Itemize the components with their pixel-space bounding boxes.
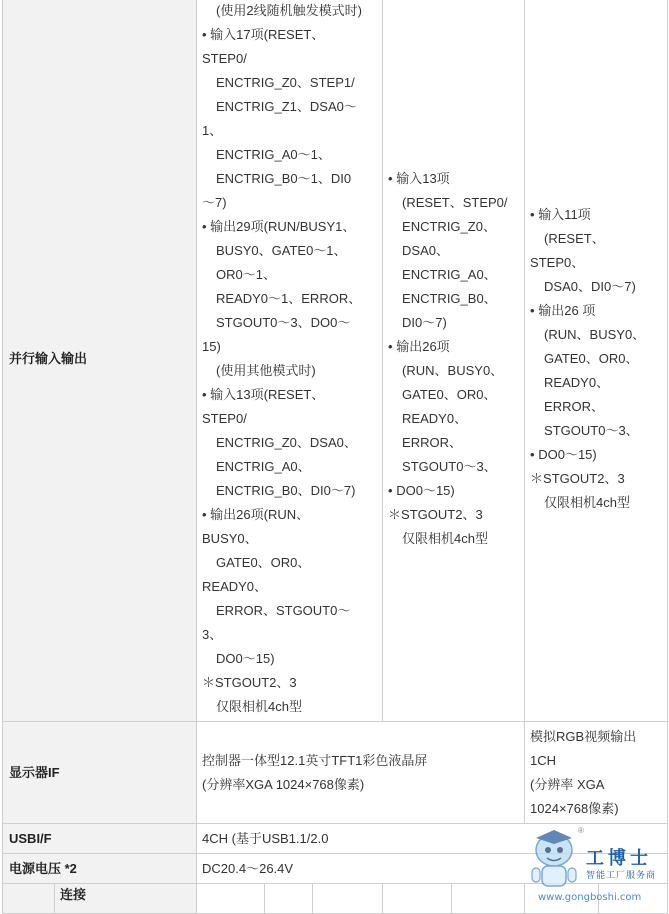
parallel-col1-line: BUSY0、 [202,531,258,546]
parallel-col1-line: ENCTRIG_A0、 [216,459,311,474]
cell-display-side [525,722,668,824]
parallel-col1-line: BUSY0、GATE0～1、 [216,243,347,258]
cell-parallel-col2 [383,0,525,722]
parallel-col3-line: STEP0、 [530,255,585,270]
parallel-col1-line: • 输入17项(RESET、 [202,27,325,42]
parallel-col2-line: GATE0、OR0、 [402,387,497,402]
display-side-line-4: 1024×768像素) [530,800,619,816]
connect-cell-5 [452,884,525,914]
parallel-col2-line: ENCTRIG_Z0、 [402,219,496,234]
label-usb-if: USBI/F [3,824,197,854]
parallel-col2-line: ENCTRIG_B0、 [402,291,497,306]
parallel-col2-line: STGOUT0～3、 [402,459,497,474]
display-side-line-3: (分辨率 XGA [530,776,605,792]
parallel-col3-line: DSA0、DI0～7) [544,279,636,294]
watermark-registered-mark: ® [578,826,584,835]
connect-cell-3 [313,884,383,914]
parallel-col3-line: • 输入11项 [530,207,591,222]
parallel-col1-line: OR0～1、 [216,267,276,282]
connect-cell-2 [265,884,313,914]
parallel-col3-line: READY0、 [544,375,610,390]
parallel-col2-line: • 输出26项 [388,339,450,354]
parallel-col1-line: 3、 [202,627,223,642]
parallel-col1-line: ENCTRIG_B0、DI0～7) [216,483,356,498]
parallel-col1-line: STEP0/ [202,51,247,66]
parallel-col1-line: 仅限相机4ch型 [216,699,302,714]
parallel-col1-line: ～7) [202,195,227,210]
mascot-robot-icon [524,828,584,894]
cell-display-main [197,722,525,824]
parallel-col2-line: • DO0～15) [388,483,455,498]
parallel-col1-line: DO0～15) [216,651,275,666]
parallel-col1-line: • 输出29项(RUN/BUSY1、 [202,219,356,234]
parallel-col3-line: ERROR、 [544,399,604,414]
parallel-col3-line: STGOUT0～3、 [544,423,639,438]
parallel-col2-line: ＊STGOUT2、3 [388,507,483,522]
parallel-col1-line: STEP0/ [202,411,247,426]
parallel-col1-line: (使用2线随机触发模式时) [216,3,362,18]
display-side-line-2: 1CH [530,752,557,768]
parallel-col2-line: 仅限相机4ch型 [402,531,489,546]
connect-cell-4 [383,884,452,914]
parallel-col1-line: ENCTRIG_B0～1、DI0 [216,171,352,186]
parallel-col2-line: READY0、 [402,411,468,426]
parallel-col1-line: READY0～1、ERROR、 [216,291,362,306]
display-side-line-1: 模拟RGB视频输出 [530,728,637,744]
parallel-col1-line: STGOUT0～3、DO0～ [216,315,351,330]
parallel-col2-line: DI0～7) [402,315,447,330]
parallel-col2-line: (RUN、BUSY0、 [402,363,504,378]
parallel-col3-line: 仅限相机4ch型 [544,495,631,510]
row-parallel-io [3,0,668,722]
watermark-url: www.gongboshi.com [538,892,642,903]
parallel-col1-line: • 输出26项(RUN、 [202,507,310,522]
watermark-title: 工博士 [586,848,652,869]
row-display-if [3,722,668,824]
label-power: 电源电压 *2 [3,854,197,884]
display-main-line-1: 控制器一体型12.1英寸TFT1彩色液晶屏 [202,752,428,768]
parallel-col2-line: • 输入13项 [388,171,450,186]
parallel-col1-line: ENCTRIG_Z1、DSA0～ [216,99,357,114]
display-main-line-2: (分辨率XGA 1024×768像素) [202,776,365,792]
connect-cell-1 [197,884,265,914]
label-connect: 连接 [55,884,197,914]
label-connect-blank [3,884,55,914]
parallel-col1-line: (使用其他模式时) [216,363,316,378]
parallel-col1-line: ENCTRIG_A0～1、 [216,147,331,162]
parallel-col1-line: ERROR、STGOUT0～ [216,603,351,618]
parallel-col1-line: ＊STGOUT2、3 [202,675,297,690]
parallel-col2-line: DSA0、 [402,243,450,258]
cell-parallel-col3 [525,0,668,722]
power-value-text: DC20.4～26.4V [202,860,294,876]
parallel-col1-line: 1、 [202,123,223,138]
parallel-col3-line: • 输出26 项 [530,303,596,318]
parallel-col3-line: (RESET、 [544,231,605,246]
parallel-col3-line: GATE0、OR0、 [544,351,639,366]
parallel-col2-line: ERROR、 [402,435,462,450]
parallel-col3-line: ＊STGOUT2、3 [530,471,625,486]
parallel-col3-line: (RUN、BUSY0、 [544,327,646,342]
parallel-col2-line: (RESET、STEP0/ [402,195,508,210]
gongboshi-watermark [520,826,667,906]
cell-parallel-col1 [197,0,383,722]
label-display-if: 显示器IF [3,722,197,824]
parallel-col1-line: 15) [202,339,221,354]
parallel-col1-line: GATE0、OR0、 [216,555,311,570]
parallel-col2-line: ENCTRIG_A0、 [402,267,497,282]
label-parallel-io: 并行输入输出 [3,0,197,722]
parallel-col1-line: ENCTRIG_Z0、DSA0、 [216,435,357,450]
parallel-col3-line: • DO0～15) [530,447,597,462]
parallel-col1-line: ENCTRIG_Z0、STEP1/ [216,75,355,90]
spec-table [2,0,668,914]
parallel-col1-line: READY0、 [202,579,268,594]
usb-value-text: 4CH (基于USB1.1/2.0 [202,830,329,846]
watermark-subtitle: 智能工厂服务商 [586,870,657,880]
parallel-col1-line: • 输入13项(RESET、 [202,387,325,402]
